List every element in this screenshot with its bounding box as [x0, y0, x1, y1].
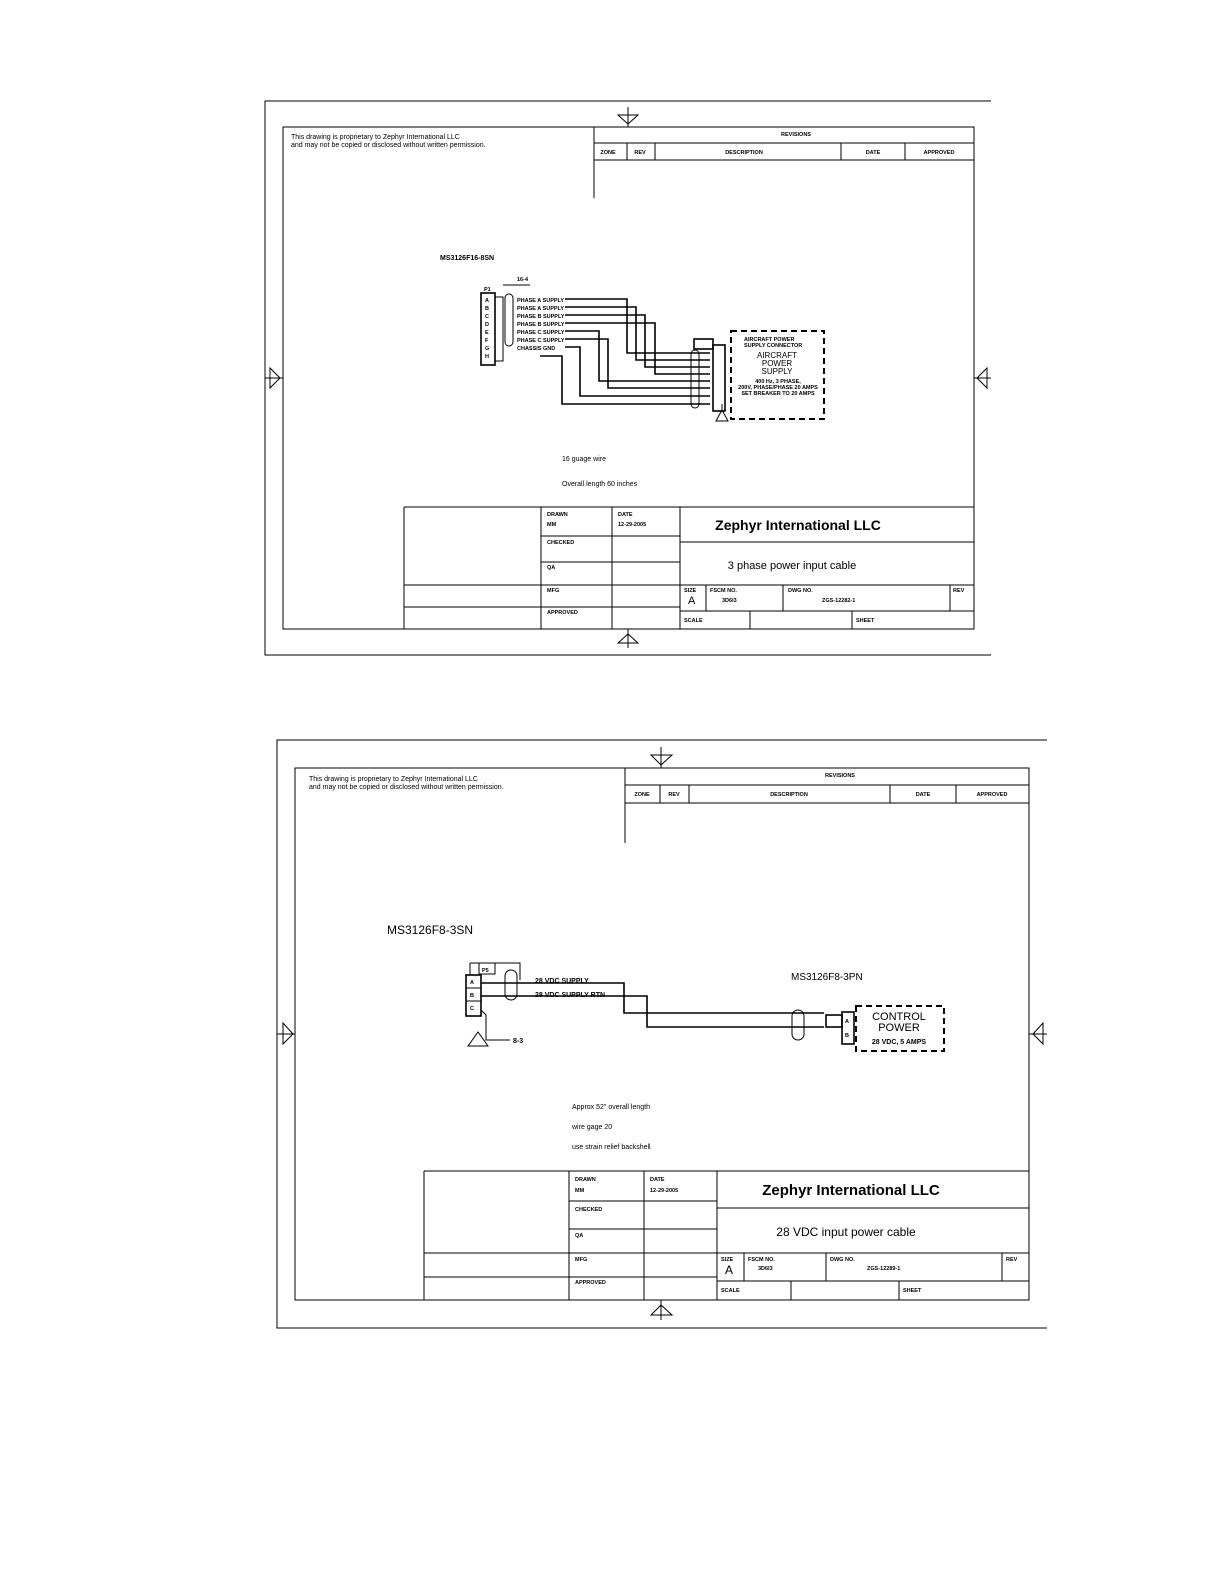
- wire-callout: 16-4: [517, 277, 529, 283]
- plug-label: P1: [484, 287, 491, 293]
- dwg-label: DWG NO.: [830, 1257, 855, 1263]
- qa-label: QA: [547, 565, 556, 571]
- drawing-sheet-1: [265, 101, 991, 655]
- ground-label: 8-3: [513, 1038, 524, 1045]
- proprietary-notice-line-1: This drawing is proprietary to Zephyr International LLC: [291, 134, 460, 141]
- pin-e: E: [485, 330, 489, 336]
- fscm-value: 3D6I3: [722, 598, 737, 604]
- rev-col-approved: APPROVED: [976, 792, 1008, 798]
- drawing-title: 3 phase power input cable: [727, 560, 857, 572]
- rev-col-description: DESCRIPTION: [770, 792, 808, 798]
- wire-label-7: CHASSIS GND: [517, 346, 556, 352]
- dwg-value: ZGS-12289-1: [867, 1266, 901, 1272]
- supply-title-line-2: POWER: [761, 359, 793, 368]
- supply-spec-line-2: 200V, PHASE/PHASE 20 AMPS: [738, 385, 818, 391]
- control-box-spec: 28 VDC, 5 AMPS: [871, 1039, 927, 1046]
- mfg-label: MFG: [547, 588, 560, 594]
- checked-label: CHECKED: [547, 540, 575, 546]
- scale-label: SCALE: [721, 1288, 740, 1294]
- pin-f: F: [485, 338, 489, 344]
- proprietary-notice-line-2: and may not be copied or disclosed without written permission.: [291, 142, 486, 149]
- drawn-label: DRAWN: [547, 512, 568, 518]
- wire-label-4: PHASE B SUPPLY: [517, 322, 565, 328]
- sheet-label: SHEET: [903, 1288, 922, 1294]
- pin-a: A: [470, 980, 474, 986]
- revisions-block: [594, 127, 974, 198]
- wire-return: [481, 996, 824, 1027]
- drawn-value: MM: [547, 522, 557, 528]
- note-overall-length: Approx 52" overall length: [572, 1104, 650, 1111]
- schematic-2: [387, 923, 944, 1151]
- date-value: 12-29-2005: [618, 522, 647, 528]
- title-block-1: [404, 507, 974, 629]
- schematic-1: [440, 255, 824, 488]
- title-block-2: [424, 1171, 1029, 1300]
- wire-labels: [517, 298, 565, 352]
- sheet-2-outer-border: [277, 740, 1047, 1328]
- date-label: DATE: [650, 1177, 665, 1183]
- wire-label-5: PHASE C SUPPLY: [517, 330, 565, 336]
- control-box-title-line-2: POWER: [878, 1022, 920, 1034]
- approved-label: APPROVED: [575, 1280, 606, 1286]
- ground-symbol: [716, 404, 728, 421]
- wire-bundle: [540, 299, 710, 404]
- sheet-1-outer-border: [265, 101, 991, 655]
- mfg-label: MFG: [575, 1257, 588, 1263]
- rev-col-rev: REV: [668, 792, 680, 798]
- pin-c: C: [485, 314, 489, 320]
- wire-supply: [481, 983, 824, 1013]
- size-value: A: [688, 595, 696, 607]
- control-box-title-line-1: CONTROL: [872, 1011, 926, 1023]
- company-name: Zephyr International LLC: [715, 517, 881, 533]
- date-label: DATE: [618, 512, 633, 518]
- supply-title-line-3: SUPPLY: [761, 367, 793, 376]
- revisions-block: [625, 768, 1029, 843]
- rev-col-date: DATE: [865, 150, 881, 156]
- connector-mating: [842, 1012, 854, 1044]
- date-value: 12-29-2005: [650, 1188, 679, 1194]
- sheet-2-centering-marks: [277, 747, 1047, 1320]
- sheet-2-inner-border: [295, 768, 1029, 1300]
- supply-spec-line-1: 400 Hz, 3 PHASE,: [755, 379, 801, 385]
- mating-pin-b: B: [845, 1033, 849, 1039]
- sheet-1-inner-border: [283, 127, 974, 629]
- fscm-label: FSCM NO.: [710, 588, 737, 594]
- pin-c: C: [470, 1006, 474, 1012]
- pin-a: A: [485, 298, 489, 304]
- rev-col-zone: ZONE: [634, 792, 650, 798]
- pin-b: B: [485, 306, 489, 312]
- mating-pin-a: A: [845, 1019, 849, 1025]
- pin-b: B: [470, 993, 474, 999]
- wire-label-supply: 28 VDC SUPPLY: [535, 978, 589, 985]
- rev-label: REV: [953, 588, 965, 594]
- dwg-value: ZGS-12282-1: [822, 598, 856, 604]
- supply-connector-line-2: SUPPLY CONNECTOR: [744, 343, 803, 349]
- supply-spec-line-3: SET BREAKER TO 20 AMPS: [741, 391, 815, 397]
- mating-connector-label: MS3126F8-3PN: [791, 972, 863, 983]
- ground-symbol: [468, 1032, 488, 1046]
- rev-col-zone: ZONE: [600, 150, 616, 156]
- wire-label-return: 28 VDC SUPPLY RTN: [535, 992, 606, 999]
- wire-label-6: PHASE C SUPPLY: [517, 338, 565, 344]
- proprietary-notice-line-2: and may not be copied or disclosed without written permission.: [309, 784, 504, 791]
- wire-label-1: PHASE A SUPPLY: [517, 298, 565, 304]
- sheet-1-centering-marks: [265, 107, 991, 648]
- note-wire-gauge: 16 guage wire: [562, 456, 606, 463]
- rev-label: REV: [1006, 1257, 1018, 1263]
- wire-label-2: PHASE A SUPPLY: [517, 306, 565, 312]
- pin-letters: [485, 298, 489, 360]
- drawn-label: DRAWN: [575, 1177, 596, 1183]
- drawn-value: MM: [575, 1188, 585, 1194]
- connector-label: MS3126F16-8SN: [440, 255, 495, 262]
- revisions-title: REVISIONS: [781, 132, 811, 138]
- wire-label-3: PHASE B SUPPLY: [517, 314, 565, 320]
- pin-h: H: [485, 354, 489, 360]
- supply-title-line-1: AIRCRAFT: [757, 351, 797, 360]
- note-wire-gage: wire gage 20: [572, 1124, 613, 1131]
- note-overall-length: Overall length 60 inches: [562, 481, 638, 488]
- fscm-value: 3D6I3: [758, 1266, 773, 1272]
- rev-col-description: DESCRIPTION: [725, 150, 763, 156]
- rev-col-approved: APPROVED: [923, 150, 955, 156]
- aircraft-receptacle: [713, 345, 725, 411]
- drawing-sheet-2: [277, 740, 1047, 1328]
- sheet-label: SHEET: [856, 618, 875, 624]
- size-value: A: [725, 1263, 734, 1277]
- proprietary-notice-line-1: This drawing is proprietary to Zephyr International LLC: [309, 776, 478, 783]
- fscm-label: FSCM NO.: [748, 1257, 775, 1263]
- size-label: SIZE: [684, 588, 697, 594]
- approved-label: APPROVED: [547, 610, 578, 616]
- checked-label: CHECKED: [575, 1207, 603, 1213]
- rev-col-rev: REV: [634, 150, 646, 156]
- plug-label: P5: [482, 968, 489, 974]
- size-label: SIZE: [721, 1257, 734, 1263]
- pin-g: G: [485, 346, 490, 352]
- company-name: Zephyr International LLC: [762, 1182, 940, 1199]
- rev-col-date: DATE: [915, 792, 931, 798]
- note-strain-relief: use strain relief backshell: [572, 1144, 651, 1151]
- qa-label: QA: [575, 1233, 584, 1239]
- pin-d: D: [485, 322, 489, 328]
- supply-connector-line-1: AIRCRAFT POWER: [744, 337, 795, 343]
- scale-label: SCALE: [684, 618, 703, 624]
- revisions-title: REVISIONS: [825, 773, 855, 779]
- connector-label: MS3126F8-3SN: [387, 923, 474, 937]
- drawing-title: 28 VDC input power cable: [776, 1225, 916, 1239]
- dwg-label: DWG NO.: [788, 588, 813, 594]
